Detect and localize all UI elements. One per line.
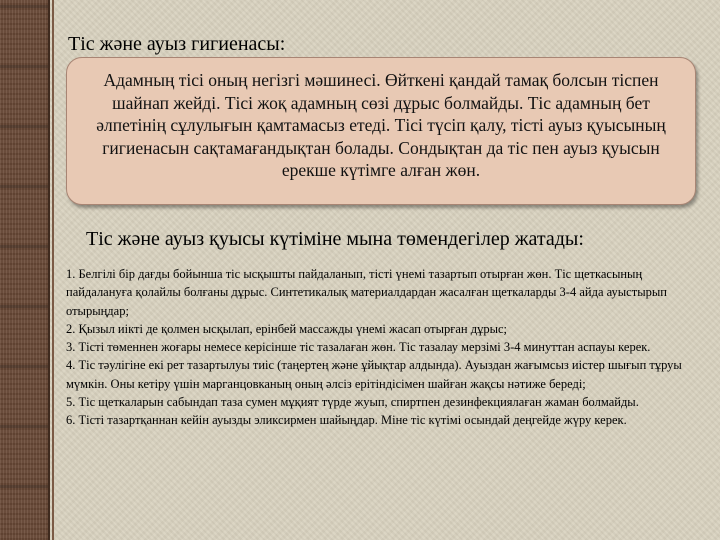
care-list-item-5: 5. Тіс щеткаларын сабындап таза сумен мұқият түрде жуып, спиртпен дезинфекциялаған жаман болмайды.: [66, 395, 639, 410]
intro-callout-box: [66, 57, 696, 205]
care-list-item-1: 1. Белгілі бір дағды бойынша тіс ысқышты пайдаланып, тісті үнемі тазартып отырған жөн. Тіс щеткасының пайдалануға қолайлы болғаны дұрыс. Синтетикалық материалдардан жасалған щеткаларды 3-4 айда ауыстырып отырыңдар;: [66, 267, 667, 318]
slide-title: Тіс және ауыз гигиенасы:: [68, 33, 286, 55]
band-divider-line: [48, 0, 50, 540]
intro-callout-text: Адамның тісі оның негізгі мәшинесі. Өйткені қандай тамақ болсын тіспен шайнап жейді. Тісі жоқ адамның сөзі дұрыс болмайды. Тіс адамның бет әлпетінің сұлулығын қамтамасыз етеді. Тісі түсіп қалу, тісті ауыз қуысының гигиенасын сақтамағандықтан болады. Сондықтан да тіс пен ауыз қуысын ерекше күтімге алған жөн.: [96, 70, 666, 180]
care-list-item-2: 2. Қызыл иікті де қолмен ысқылап, ерінбей массажды үнемі жасап отырған дұрыс;: [66, 321, 507, 336]
decorative-side-band: [0, 0, 48, 540]
band-divider-line-inner: [52, 0, 54, 540]
side-band-texture: [0, 0, 48, 540]
care-list-item-3: 3. Тісті төменнен жоғары немесе керісінше тіс тазалаған жөн. Тіс тазалау мерзімі 3-4 минуттан аспауы керек.: [66, 340, 651, 355]
care-list: [66, 265, 700, 430]
care-subheading: Тіс және ауыз қуысы күтіміне мына төмендегілер жатады:: [86, 228, 584, 250]
care-list-item-6: 6. Тісті тазартқаннан кейін ауызды эликсирмен шайыңдар. Міне тіс күтімі осындай деңгейде жүру керек.: [66, 413, 627, 428]
care-list-item-4: 4. Тіс тәулігіне екі рет тазартылуы тиіс (таңертең және ұйықтар алдында). Ауыздан жағымсыз иістер шығып тұруы мүмкін. Оны кетіру үшін марганцовканың оның әлсіз ерітіндісімен шайған жақсы нәтиже береді;: [66, 358, 682, 391]
